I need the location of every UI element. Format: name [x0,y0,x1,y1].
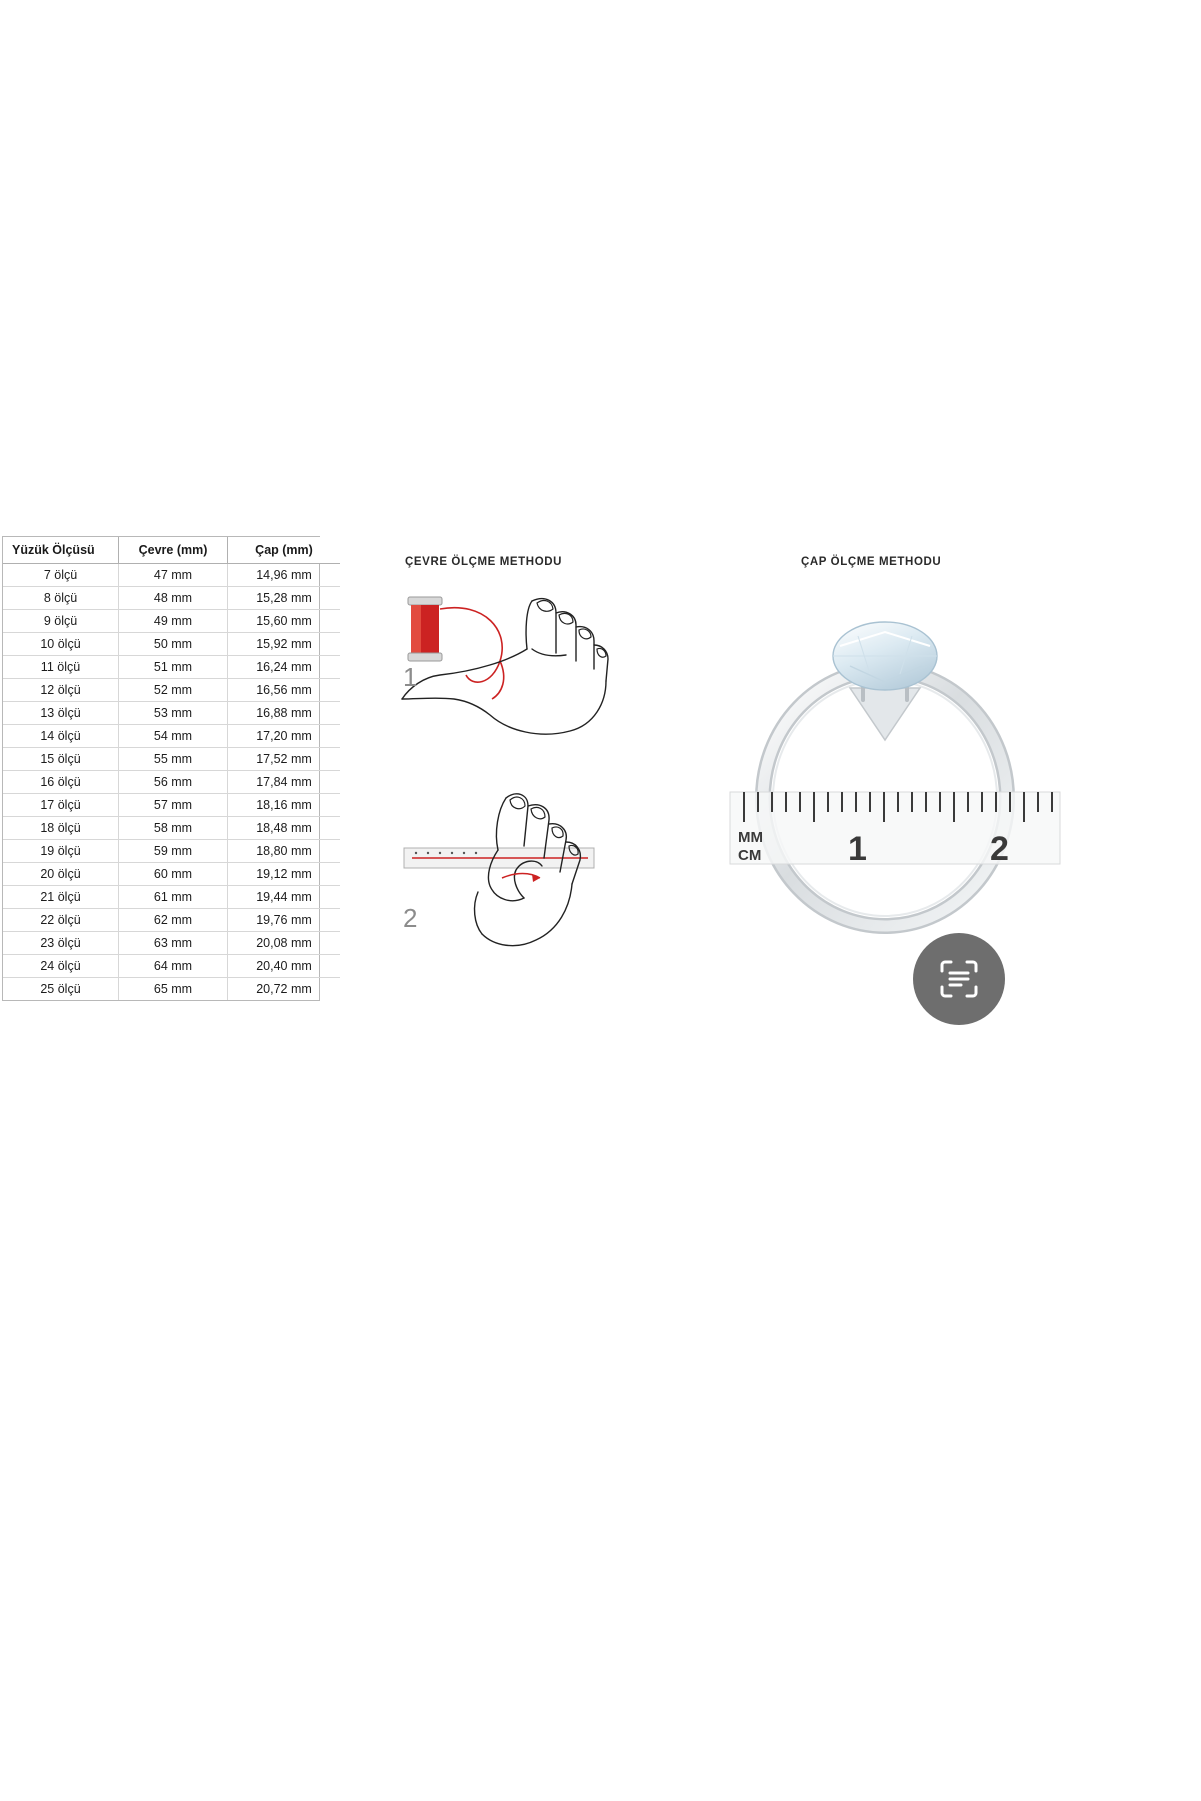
cell-diameter: 18,80 mm [228,840,341,863]
cell-circumference: 60 mm [119,863,228,886]
column-header-size: Yüzük Ölçüsü [3,537,119,564]
ruler-hand-drawing [390,780,640,990]
cell-size: 24 ölçü [3,955,119,978]
thread-spool-icon [408,597,442,661]
cell-circumference: 48 mm [119,587,228,610]
cell-size: 8 ölçü [3,587,119,610]
cell-diameter: 15,28 mm [228,587,341,610]
table-row [3,955,340,978]
ring-size-table-container [2,536,320,1001]
cell-size: 12 ölçü [3,679,119,702]
table-header [3,537,340,564]
step-one-number: 1 [403,662,418,692]
cell-diameter: 17,52 mm [228,748,341,771]
cell-size: 9 ölçü [3,610,119,633]
cell-circumference: 64 mm [119,955,228,978]
cell-diameter: 18,48 mm [228,817,341,840]
cell-diameter: 15,92 mm [228,633,341,656]
column-header-circumference: Çevre (mm) [119,537,228,564]
cell-size: 17 ölçü [3,794,119,817]
cell-diameter: 16,88 mm [228,702,341,725]
cell-diameter: 20,72 mm [228,978,341,1001]
cell-size: 21 ölçü [3,886,119,909]
cell-diameter: 14,96 mm [228,564,341,587]
ruler-mark-two: 2 [990,830,1009,868]
cell-diameter: 17,20 mm [228,725,341,748]
ruler-mark-one: 1 [848,830,867,868]
table-row [3,656,340,679]
cell-size: 16 ölçü [3,771,119,794]
circumference-method-title: ÇEVRE ÖLÇME METHODU [405,556,563,568]
table-row [3,748,340,771]
cell-diameter: 16,56 mm [228,679,341,702]
table-row [3,932,340,955]
cell-diameter: 20,08 mm [228,932,341,955]
cell-circumference: 63 mm [119,932,228,955]
cell-circumference: 47 mm [119,564,228,587]
cell-circumference: 65 mm [119,978,228,1001]
cell-circumference: 56 mm [119,771,228,794]
table-body [3,564,340,1001]
table-row [3,978,340,1001]
step-two-number: 2 [403,903,418,933]
table-row [3,794,340,817]
small-ruler-icon [404,848,594,868]
ruler-label-cm: CM [738,847,762,864]
ruler-label-mm: MM [738,829,763,846]
column-header-diameter: Çap (mm) [228,537,341,564]
cell-circumference: 53 mm [119,702,228,725]
cell-size: 25 ölçü [40,982,81,996]
cell-size: 18 ölçü [3,817,119,840]
cell-circumference: 57 mm [119,794,228,817]
cell-diameter: 16,24 mm [228,656,341,679]
cell-diameter: 15,60 mm [228,610,341,633]
cell-diameter: 17,84 mm [228,771,341,794]
table-row [3,587,340,610]
table-row [3,840,340,863]
cell-size: 15 ölçü [3,748,119,771]
cell-circumference: 61 mm [119,886,228,909]
thread-hand-drawing [380,575,640,775]
cell-size: 11 ölçü [3,656,119,679]
cell-circumference: 62 mm [119,909,228,932]
cell-circumference: 52 mm [119,679,228,702]
thread-method-illustration [380,575,640,775]
cell-size: 7 ölçü [3,564,119,587]
ruler-method-illustration [390,780,640,990]
cell-diameter: 20,40 mm [228,955,341,978]
cell-circumference: 58 mm [119,817,228,840]
table-row [3,817,340,840]
cell-size: 10 ölçü [3,633,119,656]
table-row [3,863,340,886]
ring-size-table [3,537,340,1000]
cell-size: 13 ölçü [3,702,119,725]
cell-circumference: 49 mm [119,610,228,633]
ring-with-ruler-illustration [700,570,1070,940]
cell-diameter: 18,16 mm [228,794,341,817]
cell-circumference: 55 mm [119,748,228,771]
cell-circumference: 51 mm [119,656,228,679]
table-row [3,564,340,587]
cell-size: 14 ölçü [3,725,119,748]
text-scan-icon [936,956,982,1002]
overlay-ruler [730,792,1060,868]
cell-size: 22 ölçü [3,909,119,932]
diamond-gem [833,622,937,690]
cell-diameter: 19,44 mm [228,886,341,909]
table-row [3,909,340,932]
table-header-row [3,537,340,564]
text-scan-button[interactable] [913,933,1005,1025]
cell-size: 20 ölçü [3,863,119,886]
table-row [3,771,340,794]
cell-size: 23 ölçü [3,932,119,955]
cell-size: 19 ölçü [3,840,119,863]
table-row [3,633,340,656]
table-row [3,610,340,633]
cell-circumference: 54 mm [119,725,228,748]
diameter-method-title: ÇAP ÖLÇME METHODU [801,556,942,568]
table-row [3,886,340,909]
cell-circumference: 50 mm [119,633,228,656]
table-row [3,702,340,725]
table-row [3,725,340,748]
table-row [3,679,340,702]
cell-diameter: 19,12 mm [228,863,341,886]
cell-diameter: 19,76 mm [228,909,341,932]
ring-diamond-drawing [700,570,1070,940]
cell-circumference: 59 mm [119,840,228,863]
